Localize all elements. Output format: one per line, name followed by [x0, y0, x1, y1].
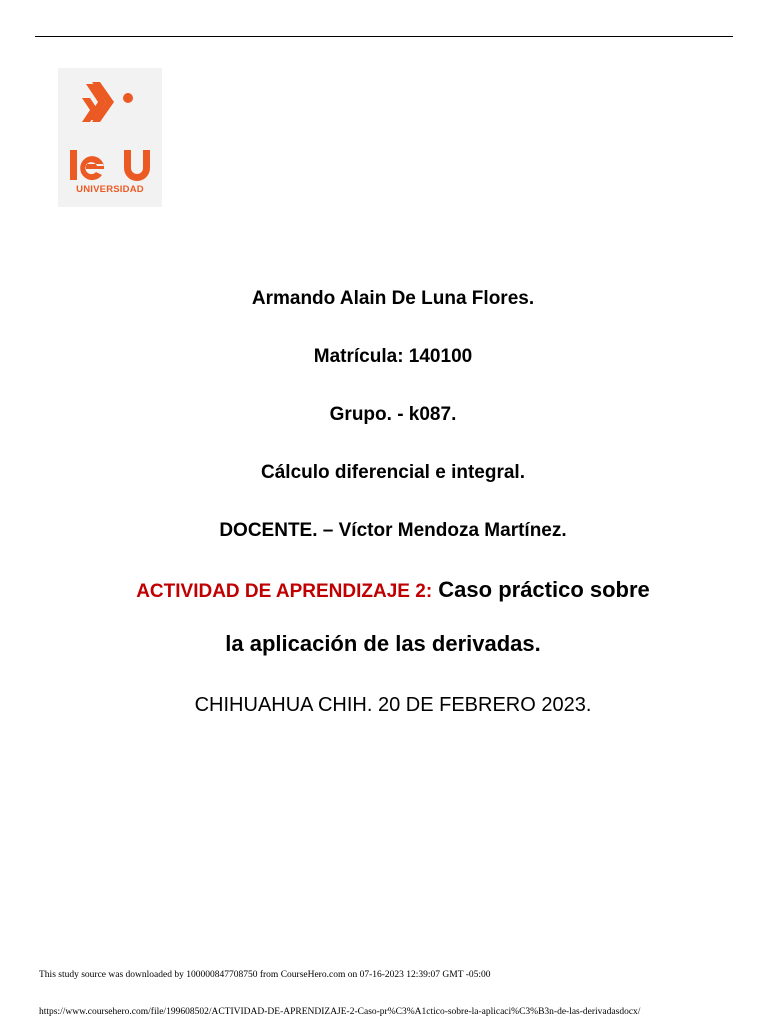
- docente: DOCENTE. – Víctor Mendoza Martínez.: [219, 520, 567, 541]
- activity-label: ACTIVIDAD DE APRENDIZAJE 2:: [136, 581, 433, 602]
- source-note: This study source was downloaded by 100000847708750 from CourseHero.com on 07-16-2023 12:39:07 GMT -05:00: [39, 970, 491, 980]
- activity-heading: [0, 576, 768, 606]
- activity-title-2: la aplicación de las derivadas.: [225, 631, 541, 656]
- place-date: CHIHUAHUA CHIH. 20 DE FEBRERO 2023.: [194, 694, 592, 716]
- source-url[interactable]: https://www.coursehero.com/file/199608502/ACTIVIDAD-DE-APRENDIZAJE-2-Caso-pr%C3%A1ctico-sobre-la-aplicaci%C3%B3n-de-las-derivadasdocx/: [39, 1007, 641, 1017]
- university-logo: [58, 68, 162, 207]
- course-name: Cálculo diferencial e integral.: [261, 462, 525, 483]
- logo-subtitle: UNIVERSIDAD: [76, 184, 144, 195]
- grupo: Grupo. - k087.: [329, 404, 457, 425]
- student-name: Armando Alain De Luna Flores.: [251, 288, 535, 309]
- top-rule: [35, 36, 733, 37]
- matricula: Matrícula: 140100: [313, 346, 473, 367]
- activity-title-1: Caso práctico sobre: [438, 577, 650, 602]
